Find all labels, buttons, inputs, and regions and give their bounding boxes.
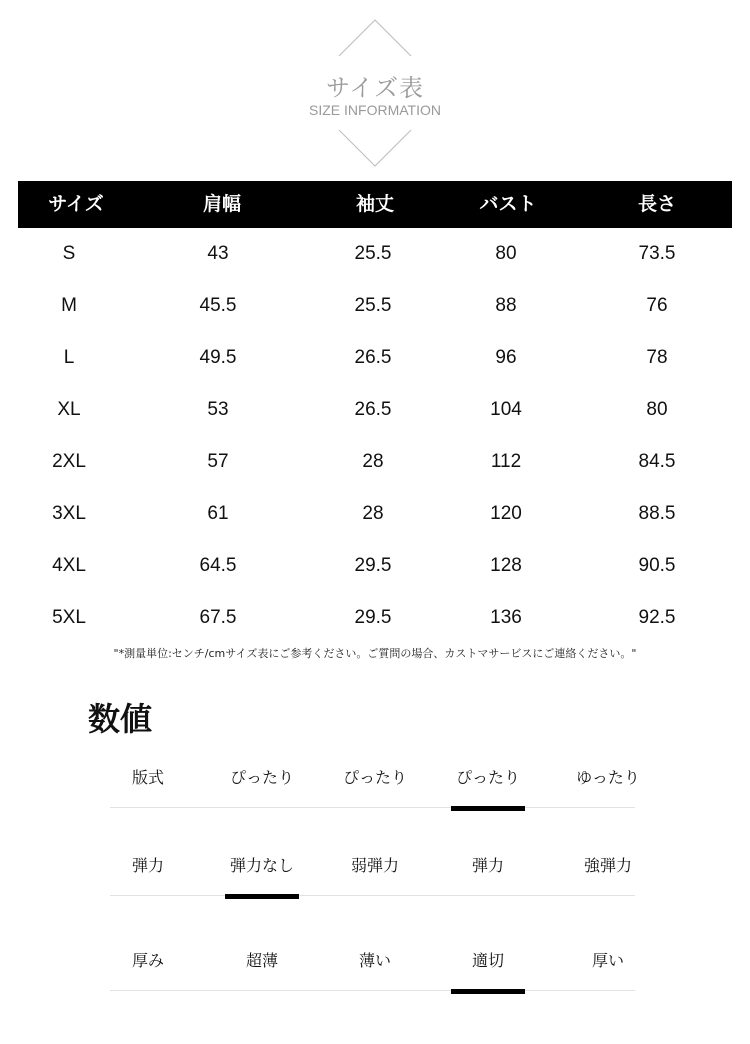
table-cell-sleeve: 26.5 (354, 399, 392, 420)
header-cell-bust: バスト (479, 193, 537, 215)
table-cell-sleeve: 29.5 (354, 607, 392, 628)
attribute-option: 厚い (591, 951, 625, 970)
attribute-option: ぴったり (455, 768, 521, 787)
page-title: サイズ表 (325, 74, 425, 102)
size-table-header (18, 181, 732, 228)
table-cell-length: 90.5 (638, 555, 676, 576)
table-row (18, 592, 732, 644)
table-cell-length: 80 (646, 399, 668, 420)
table-cell-size: M (61, 295, 77, 316)
table-cell-shoulder: 61 (207, 503, 229, 524)
attribute-label: 弾力 (131, 856, 165, 875)
table-row (18, 540, 732, 592)
table-cell-sleeve: 26.5 (354, 347, 392, 368)
attribute-option: ぴったり (229, 768, 295, 787)
size-table (18, 181, 732, 644)
table-cell-bust: 104 (490, 399, 522, 420)
table-cell-sleeve: 25.5 (354, 243, 392, 264)
header-cell-shoulder: 肩幅 (202, 193, 242, 215)
table-row (18, 488, 732, 540)
table-cell-sleeve: 28 (362, 503, 384, 524)
table-cell-bust: 96 (495, 347, 517, 368)
table-cell-length: 78 (646, 347, 668, 368)
attribute-row-fit (110, 758, 640, 808)
table-cell-bust: 80 (495, 243, 517, 264)
table-cell-shoulder: 53 (207, 399, 229, 420)
table-cell-length: 84.5 (638, 451, 676, 472)
attribute-label: 厚み (131, 951, 165, 970)
page-subtitle: SIZE INFORMATION (309, 102, 441, 118)
attribute-row-stretch (110, 846, 635, 896)
table-cell-bust: 136 (490, 607, 522, 628)
table-cell-size: 2XL (52, 451, 86, 472)
table-cell-sleeve: 25.5 (354, 295, 392, 316)
header-cell-sleeve: 袖丈 (355, 193, 395, 215)
selected-option-indicator (451, 806, 525, 811)
table-cell-bust: 128 (490, 555, 522, 576)
table-cell-bust: 88 (495, 295, 517, 316)
attribute-option: 弾力 (471, 856, 505, 875)
size-table-body (18, 228, 732, 644)
table-cell-bust: 120 (490, 503, 522, 524)
attribute-option: ゆったり (576, 768, 640, 787)
table-cell-shoulder: 67.5 (199, 607, 237, 628)
table-cell-size: L (63, 347, 75, 368)
table-row (18, 436, 732, 488)
table-cell-size: 3XL (52, 503, 86, 524)
table-cell-size: 5XL (52, 607, 86, 628)
attribute-label: 版式 (131, 768, 165, 787)
attribute-option: 強弾力 (583, 856, 633, 875)
table-row (18, 384, 732, 436)
attribute-option: 超薄 (245, 951, 279, 970)
attribute-option: 薄い (358, 951, 392, 970)
attribute-row-thickness (110, 941, 635, 991)
header-cell-size: サイズ (48, 193, 104, 215)
table-cell-size: 4XL (52, 555, 86, 576)
table-row (18, 332, 732, 384)
table-cell-size: XL (57, 399, 81, 420)
table-cell-length: 92.5 (638, 607, 676, 628)
table-cell-sleeve: 28 (362, 451, 384, 472)
measurement-note: "*測量単位:センチ/cmサイズ表にご参考ください。ご質問の場合、カストマサービスにご連絡ください。" (113, 647, 637, 660)
attribute-option: 適切 (471, 951, 505, 970)
attribute-option: 弾力なし (229, 856, 295, 875)
table-cell-length: 88.5 (638, 503, 676, 524)
table-cell-shoulder: 64.5 (199, 555, 237, 576)
attribute-option: 弱弾力 (350, 856, 400, 875)
table-cell-length: 73.5 (638, 243, 676, 264)
table-cell-length: 76 (646, 295, 668, 316)
table-row (18, 280, 732, 332)
table-cell-sleeve: 29.5 (354, 555, 392, 576)
table-cell-size: S (62, 243, 76, 264)
selected-option-indicator (225, 894, 299, 899)
table-cell-shoulder: 57 (207, 451, 229, 472)
values-section-title: 数値 (88, 700, 153, 738)
selected-option-indicator (451, 989, 525, 994)
table-cell-shoulder: 49.5 (199, 347, 237, 368)
table-cell-shoulder: 45.5 (199, 295, 237, 316)
attribute-option: ぴったり (342, 768, 408, 787)
table-cell-bust: 112 (490, 451, 522, 472)
header-cell-length: 長さ (637, 193, 677, 215)
table-cell-shoulder: 43 (207, 243, 229, 264)
table-row (18, 228, 732, 280)
